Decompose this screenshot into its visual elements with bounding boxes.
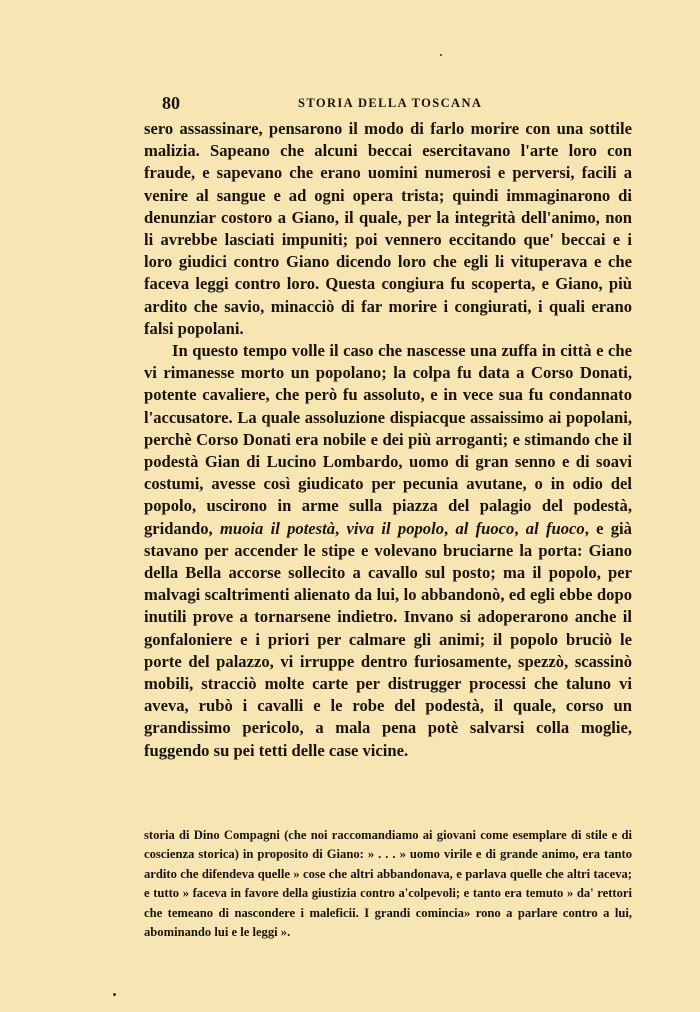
paragraph-text: , e già stavano per accender le stipe e volevano bruciarne la porta: Giano della Bella accorse sollecito a cavallo sul posto; ma il popolo, per malvagi scaltrimenti alienato da lui, lo abbandonò, ed egli ebbe dopo inutili prove a tornarsene indietro. Invano si adoperarono anche il gonfaloniere e i priori per calmare gli animi; il popolo bruciò le porte del palazzo, vi irruppe dentro furiosamente, spezzò, scassinò mobili, stracciò molte carte per distrugger processi che taluno vi aveva, rubò i cavalli e le robe del podestà, il quale, corso un grandissimo pericolo, a mala pena potè salvarsi colla moglie, fuggendo su pei tetti delle case vicine.: [144, 518, 632, 760]
paragraph: sero assassinare, pensarono il modo di farlo morire con una sottile malizia. Sapeano che alcuni beccai esercitavano l'arte loro con fraude, e sapevano che erano uomini numerosi e perversi, facili a venire al sangue e ad ogni opera trista; quindi immaginarono di denunziar costoro a Giano, il quale, per la integrità dell'animo, non li avrebbe lasciati impuniti; poi vennero eccitando que' beccai e i loro giudici contro Giano dicendo loro che egli li vituperava e che faceva leggi contro loro. Questa congiura fu scoperta, e Giano, più ardito che savio, minacciò di far morire i congiurati, i quali erano falsi popolani.: [144, 119, 632, 338]
running-title: STORIA DELLA TOSCANA: [298, 96, 483, 110]
footnote-text: storia di Dino Compagni (che noi raccomandiamo ai giovani come esemplare di stile e di coscienza storica) in proposito di Giano: » . . . » uomo virile e di grande animo, era tanto ardito che difendeva quelle » cose che altri abbandonava, e parlava quelle che altri taceva; e tutto » faceva in favore della giustizia contro a'colpevoli; e tanto era temuto » da' rettori che temeano di nascondere i maleficii. I grandi comincia» rono a parlare contro a lui, abominando lui e le leggi ».: [144, 828, 632, 940]
paragraph: [144, 340, 632, 762]
punctuation: ,: [335, 518, 340, 538]
footnote: [144, 826, 632, 942]
punctuation: ,: [514, 518, 519, 538]
italic-shout: viva il popolo: [346, 518, 444, 538]
italic-shout: al fuoco: [455, 518, 515, 538]
paper-speck: [440, 54, 442, 56]
main-text: [144, 118, 632, 762]
paragraph-text: In questo tempo volle il caso che nascesse una zuffa in città e che vi rimanesse morto un popolano; la colpa fu data a Corso Donati, potente cavaliere, che però fu assoluto, e in vece sua fu condannato l'accusatore. La quale assoluzione dispiacque assaissimo ai popolani, perchè Corso Donati era nobile e dei più arroganti; e stimando che il podestà Gian di Lucino Lombardo, uomo di gran senno e di soavi costumi, avesse così giudicato per pecunia avutane, o in odio del popolo, uscirono in arme sulla piazza del palagio del podestà, gridando,: [144, 341, 632, 538]
paper-speck: [113, 993, 116, 996]
italic-shout: muoia il potestà: [219, 518, 336, 538]
italic-shout: al fuoco: [525, 518, 585, 538]
page-number: 80: [162, 93, 180, 113]
page-header: [140, 93, 560, 113]
punctuation: ,: [444, 518, 449, 538]
